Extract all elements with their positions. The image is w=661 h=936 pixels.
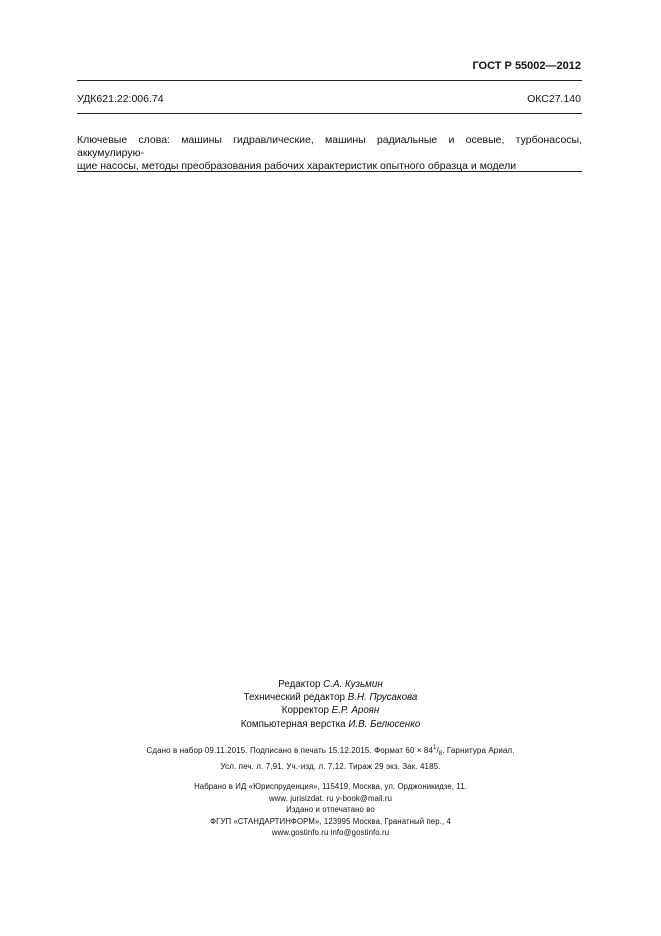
header-rule: [77, 80, 582, 81]
publisher-info: [0, 781, 661, 839]
imprint-line-1: [0, 743, 661, 761]
keywords-block: [77, 134, 582, 173]
credits-block: [0, 678, 661, 731]
classification-rule: [77, 113, 582, 114]
keywords-line-2: щие насосы, методы преобразования рабочих характеристик опытного образца и модели: [77, 160, 517, 172]
format-slash: /: [436, 746, 439, 755]
keywords-line-1: Ключевые слова: машины гидравлические, машины радиальные и осевые, турбонасосы, аккумулирую-: [77, 134, 582, 159]
credit-name: Е.Р. Ароян: [331, 705, 380, 717]
credit-editor: [0, 678, 661, 691]
credit-layout: [0, 718, 661, 731]
imprint-line-2: Усл. печ. л. 7,91. Уч.-изд. л. 7,12. Тираж 29 экз. Зак. 4185.: [220, 761, 441, 771]
print-imprint: [0, 743, 661, 772]
publisher-line-1: Набрано в ИД «Юриспруденция», 115419, Москва, ул. Орджоникидзе, 11.: [194, 782, 467, 791]
credit-tech-editor: [0, 691, 661, 704]
udk-code: УДК621.22:006.74: [77, 93, 164, 105]
credit-name: В.Н. Прусакова: [347, 692, 418, 704]
format-denominator: 8: [438, 751, 443, 757]
imprint-dates: Сдано в набор 09.11.2015. Подписано в печать 15.12.2015. Формат 60 × 84: [146, 746, 434, 755]
publisher-line-5: www.gostinfo.ru info@gostinfo.ru: [271, 828, 390, 837]
publisher-line-3: Издано и отпечатано во: [286, 805, 375, 814]
credit-role: Компьютерная верстка: [240, 718, 349, 730]
credit-corrector: [0, 704, 661, 717]
publisher-line-2: www. jurisizdat. ru y-book@mail.ru: [268, 793, 393, 803]
keywords-rule: [77, 171, 582, 172]
credit-name: С.А. Кузьмин: [323, 679, 383, 690]
credit-role: Редактор: [278, 679, 324, 690]
standard-code: ГОСТ Р 55002—2012: [472, 60, 581, 72]
oks-code: ОКС27.140: [527, 93, 581, 105]
credit-name: И.В. Белюсенко: [348, 718, 421, 730]
publisher-line-4: ФГУП «СТАНДАРТИНФОРМ», 123995 Москва, Гранатный пер., 4: [210, 816, 451, 826]
format-numerator: 1: [433, 745, 437, 751]
credit-role: Корректор: [281, 705, 332, 717]
imprint-typeface: . Гарнитура Ариал.: [442, 746, 515, 755]
credit-role: Технический редактор: [243, 692, 348, 704]
